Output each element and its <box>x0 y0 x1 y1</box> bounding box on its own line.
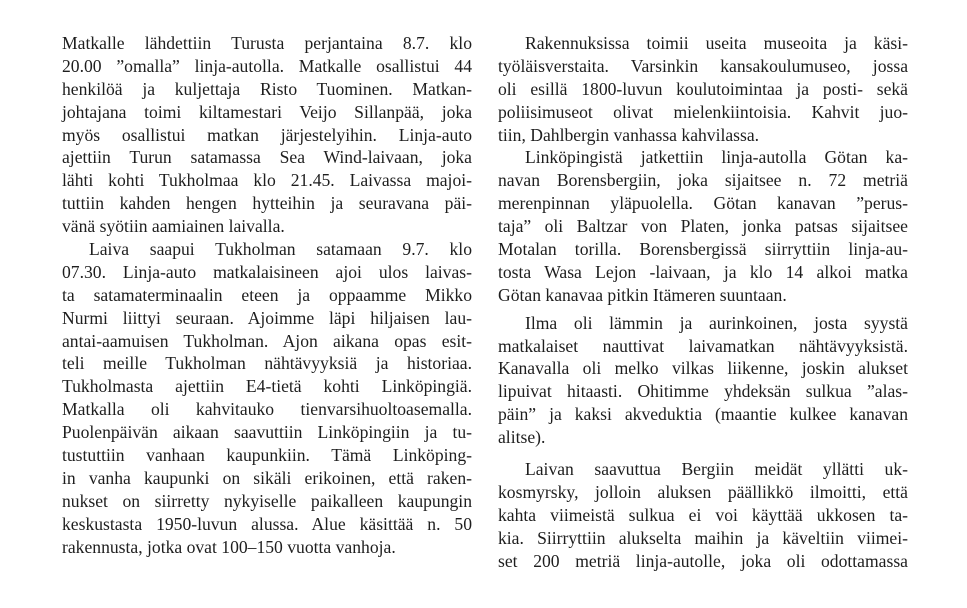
text-line: tosta Wasa Lejon -laivaan, ja klo 14 alkoi matka <box>498 261 908 282</box>
paragraph <box>498 312 908 449</box>
text-line: työläisverstaita. Varsinkin kansakoulumuseo, jossa <box>498 55 908 76</box>
text-line: 07.30. Linja-auto matkalaisineen ajoi ulos laivas- <box>62 261 472 282</box>
text-line: rakennusta, jotka ovat 100–150 vuotta vanhoja. <box>62 536 396 557</box>
text-line: keskustasta 1950-luvun alussa. Alue käsittää n. 50 <box>62 513 472 534</box>
text-line: lipuivat hitaasti. Ohitimme yhdeksän sulkua ”alas- <box>498 381 908 402</box>
paragraph <box>62 238 472 558</box>
text-line: Laivan saavuttua Bergiin meidät yllätti uk- <box>525 459 908 480</box>
text-line: Tukholmasta ajettiin E4-tietä kohti Linköpingiä. <box>62 376 472 397</box>
text-line: Götan kanavaa pitkin Itämeren suuntaan. <box>498 284 787 305</box>
text-line: henkilöä ja kuljettaja Risto Tuominen. Matkan- <box>62 78 472 99</box>
text-line: 20.00 ”omalla” linja-autolla. Matkalle osallistui 44 <box>62 55 472 76</box>
text-line: tuttiin kahden hengen hytteihin ja seuravana päi- <box>62 193 472 214</box>
paragraph <box>62 32 472 238</box>
text-line: Nurmi liittyi seuraan. Ajoimme läpi hiljaisen lau- <box>62 307 472 328</box>
text-line: Matkalla oli kahvitauko tienvarsihuoltoasemalla. <box>62 399 472 420</box>
text-line: taja” oli Baltzar von Platen, jonka patsas sijaitsee <box>498 216 908 237</box>
text-line: tiin, Dahlbergin vanhassa kahvilassa. <box>498 124 760 145</box>
left-column <box>62 32 472 558</box>
text-line: kahta viimeistä sulkua ei voi käyttää ukkosen ta- <box>498 504 908 525</box>
text-line: merenpinnan yläpuolella. Götan kanavan ”perus- <box>498 193 908 214</box>
text-line: navan Borensbergiin, joka sijaitsee n. 72 metriä <box>498 170 908 191</box>
text-line: oli esillä 1800-luvun koulutoimintaa ja posti- sekä <box>498 78 908 99</box>
paragraph <box>498 146 908 306</box>
text-line: Laiva saapui Tukholman satamaan 9.7. klo <box>89 239 472 260</box>
right-column <box>498 32 908 572</box>
text-line: vänä syötiin aamiainen laivalla. <box>62 216 285 237</box>
text-line: päin” ja kaksi akveduktia (maantie kulkee kanavan <box>498 404 908 425</box>
text-line: ajettiin Turun satamassa Sea Wind-laivaan, joka <box>62 147 472 168</box>
text-line: ta satamaterminaalin eteen ja oppaamme Mikko <box>62 284 472 305</box>
text-line: Kanavalla oli melko vilkas liikenne, joskin alukset <box>498 358 908 379</box>
text-line: set 200 metriä linja-autolle, joka oli odottamassa <box>498 550 908 571</box>
text-line: antai-aamuisen Tukholman. Ajon aikana opas esit- <box>62 330 472 351</box>
text-line: Puolenpäivän aikaan saavuttiin Linköpingiin ja tu- <box>62 422 472 443</box>
text-line: nukset on siirretty nykyiselle paikalleen kaupungin <box>62 490 472 511</box>
text-line: kia. Siirryttiin alukselta maihin ja käveltiin viimei- <box>498 527 908 548</box>
text-line: myös osallistui matkan järjestelyihin. Linja-auto <box>62 124 472 145</box>
text-line: matkalaiset nauttivat laivamatkan nähtävyyksistä. <box>498 335 908 356</box>
paragraph <box>498 458 908 572</box>
text-line: kosmyrsky, jolloin aluksen päällikkö ilmoitti, että <box>498 481 908 502</box>
text-line: Ilma oli lämmin ja aurinkoinen, josta syystä <box>525 312 908 333</box>
text-line: Motalan torilla. Borensbergissä siirryttiin linja-au- <box>498 239 908 260</box>
text-line: alitse). <box>498 427 546 448</box>
text-line: johtajana toimi kiltamestari Veijo Sillanpää, joka <box>62 101 472 122</box>
text-line: in vanha kaupunki on sikäli erikoinen, että raken- <box>62 467 472 488</box>
text-line: poliisimuseot olivat mielenkiintoisia. Kahvit juo- <box>498 101 908 122</box>
text-line: Linköpingistä jatkettiin linja-autolla Götan ka- <box>525 147 908 168</box>
text-line: lähti kohti Tukholmaa klo 21.45. Laivassa majoi- <box>62 170 472 191</box>
text-line: Rakennuksissa toimii useita museoita ja käsi- <box>525 33 908 53</box>
text-line: teli meille Tukholman nähtävyyksiä ja historiaa. <box>62 353 472 374</box>
text-line: tustuttiin vanhaan kaupunkiin. Tämä Linköping- <box>62 445 472 466</box>
text-line: Matkalle lähdettiin Turusta perjantaina 8.7. klo <box>62 33 472 53</box>
paragraph <box>498 32 908 146</box>
